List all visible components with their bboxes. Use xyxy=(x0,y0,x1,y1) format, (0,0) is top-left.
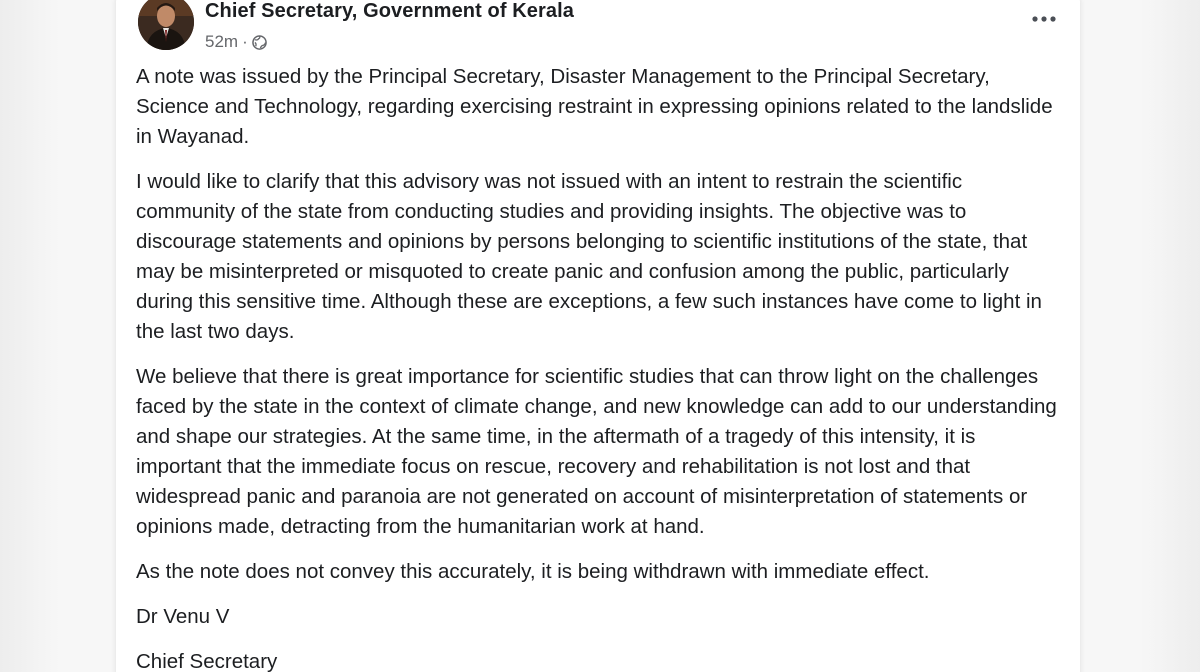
post-paragraph-4: As the note does not convey this accurately, it is being withdrawn with immediate effect. xyxy=(136,560,930,583)
meta-separator: · xyxy=(242,32,248,51)
more-options-icon[interactable] xyxy=(1024,6,1064,32)
post-timestamp[interactable]: 52m xyxy=(205,32,239,51)
post-meta xyxy=(205,32,267,52)
post-header xyxy=(138,0,1068,56)
globe-icon xyxy=(252,35,267,50)
post-paragraph-1: A note was issued by the Principal Secretary, Disaster Management to the Principal Secretary, Science and Technology, regarding exercising restraint in expressing opinions related to the landslide in Wayanad. xyxy=(136,65,1053,148)
post-paragraph-2: I would like to clarify that this advisory was not issued with an intent to restrain the scientific community of the state from conducting studies and providing insights. The objective was to discourage statements and opinions by persons belonging to scientific institutions of the state, that may be misinterpreted or misquoted to create panic and confusion among the public, particularly during this sensitive time. Although these are exceptions, a few such instances have come to light in the last two days. xyxy=(136,170,1042,343)
author-name[interactable]: Chief Secretary, Government of Kerala xyxy=(205,0,575,22)
signature-name: Dr Venu V xyxy=(136,605,230,628)
post-body xyxy=(136,62,1066,672)
signature-title: Chief Secretary xyxy=(136,650,278,672)
post-paragraph-3: We believe that there is great importance for scientific studies that can throw light on the challenges faced by the state in the context of climate change, and new knowledge can add to our understanding and shape our strategies. At the same time, in the aftermath of a tragedy of this intensity, it is important that the immediate focus on rescue, recovery and rehabilitation is not lost and that widespread panic and paranoia are not generated on account of misinterpretation of statements or opinions made, detracting from the humanitarian work at hand. xyxy=(136,365,1057,538)
avatar-portrait xyxy=(138,0,194,50)
avatar[interactable] xyxy=(138,0,194,50)
post-card xyxy=(116,0,1080,672)
